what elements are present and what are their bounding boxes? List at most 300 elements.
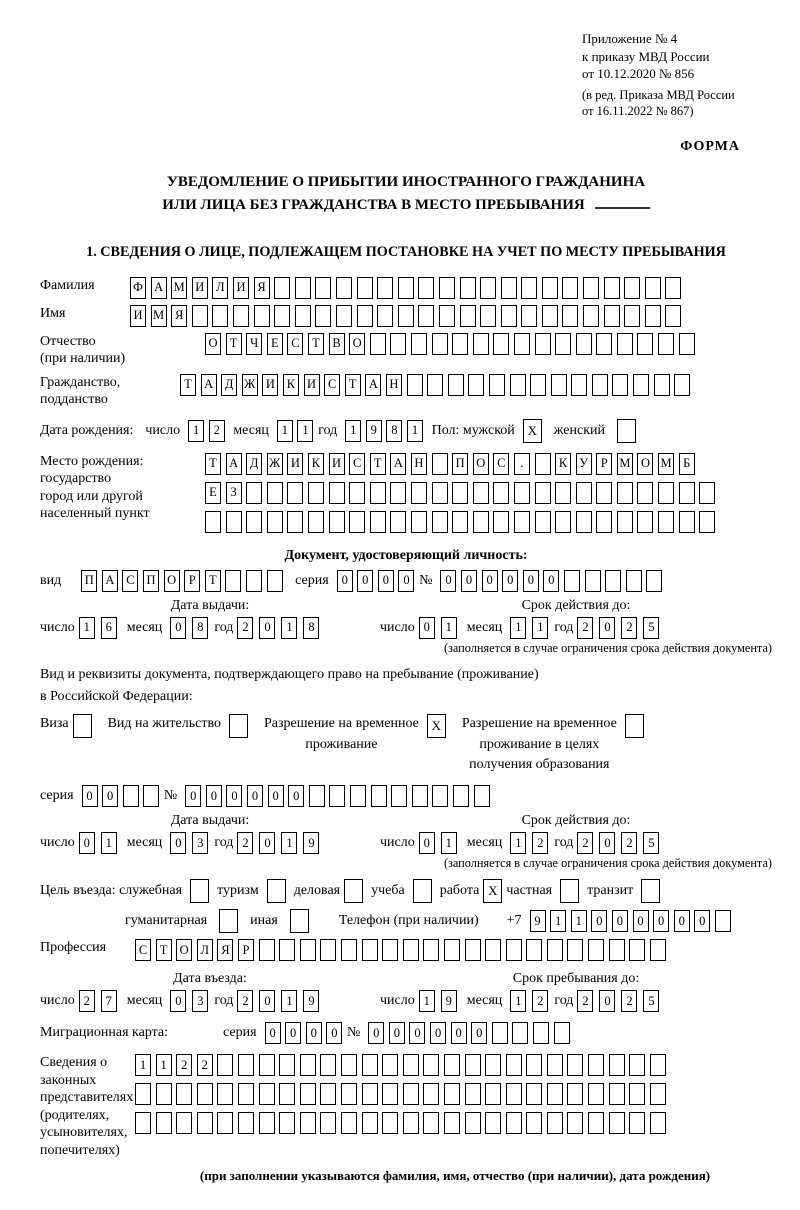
char-cell[interactable] bbox=[300, 1112, 316, 1134]
char-cell[interactable] bbox=[453, 785, 469, 807]
char-cell[interactable]: 1 bbox=[101, 832, 117, 854]
char-cell[interactable] bbox=[658, 511, 674, 533]
char-cell[interactable] bbox=[452, 511, 468, 533]
char-cell[interactable] bbox=[485, 939, 501, 961]
entry-month-cells[interactable] bbox=[170, 990, 214, 1012]
char-cell[interactable] bbox=[493, 482, 509, 504]
char-cell[interactable]: Ч bbox=[246, 333, 262, 355]
char-cell[interactable] bbox=[357, 305, 373, 327]
char-cell[interactable] bbox=[362, 1083, 378, 1105]
char-cell[interactable] bbox=[452, 482, 468, 504]
char-cell[interactable]: Т bbox=[226, 333, 242, 355]
char-cell[interactable]: И bbox=[287, 453, 303, 475]
char-cell[interactable] bbox=[274, 277, 290, 299]
char-cell[interactable] bbox=[609, 939, 625, 961]
stay-day-cells[interactable] bbox=[419, 990, 463, 1012]
checkbox-humanitarian[interactable] bbox=[219, 909, 238, 933]
char-cell[interactable] bbox=[521, 305, 537, 327]
char-cell[interactable] bbox=[609, 1112, 625, 1134]
char-cell[interactable] bbox=[617, 333, 633, 355]
char-cell[interactable] bbox=[320, 1112, 336, 1134]
char-cell[interactable]: П bbox=[143, 570, 159, 592]
char-cell[interactable]: К bbox=[308, 453, 324, 475]
char-cell[interactable]: Я bbox=[171, 305, 187, 327]
char-cell[interactable]: 2 bbox=[237, 832, 253, 854]
char-cell[interactable]: 0 bbox=[170, 990, 186, 1012]
char-cell[interactable] bbox=[679, 511, 695, 533]
char-cell[interactable] bbox=[521, 277, 537, 299]
char-cell[interactable] bbox=[679, 482, 695, 504]
char-cell[interactable] bbox=[526, 1083, 542, 1105]
identity-issue-year-cells[interactable] bbox=[237, 617, 325, 639]
char-cell[interactable] bbox=[501, 277, 517, 299]
char-cell[interactable]: 1 bbox=[550, 910, 566, 932]
char-cell[interactable]: 0 bbox=[306, 1022, 322, 1044]
char-cell[interactable] bbox=[439, 305, 455, 327]
char-cell[interactable]: 0 bbox=[591, 910, 607, 932]
char-cell[interactable] bbox=[412, 785, 428, 807]
char-cell[interactable]: 2 bbox=[532, 990, 548, 1012]
birth-year-cells[interactable] bbox=[345, 420, 427, 442]
char-cell[interactable]: 1 bbox=[441, 832, 457, 854]
char-cell[interactable]: 2 bbox=[209, 420, 225, 442]
char-cell[interactable]: 0 bbox=[170, 832, 186, 854]
char-cell[interactable]: А bbox=[226, 453, 242, 475]
char-cell[interactable] bbox=[370, 482, 386, 504]
entry-day-cells[interactable] bbox=[79, 990, 123, 1012]
char-cell[interactable] bbox=[315, 305, 331, 327]
char-cell[interactable]: 1 bbox=[297, 420, 313, 442]
char-cell[interactable] bbox=[390, 333, 406, 355]
char-cell[interactable] bbox=[135, 1083, 151, 1105]
checkbox-other[interactable] bbox=[290, 909, 309, 933]
char-cell[interactable] bbox=[287, 511, 303, 533]
char-cell[interactable] bbox=[624, 305, 640, 327]
char-cell[interactable] bbox=[465, 1054, 481, 1076]
char-cell[interactable] bbox=[465, 939, 481, 961]
char-cell[interactable]: 0 bbox=[326, 1022, 342, 1044]
char-cell[interactable] bbox=[320, 939, 336, 961]
residence-issue-month-cells[interactable] bbox=[170, 832, 214, 854]
char-cell[interactable]: 0 bbox=[409, 1022, 425, 1044]
identity-valid-year-cells[interactable] bbox=[577, 617, 665, 639]
char-cell[interactable]: 3 bbox=[192, 832, 208, 854]
char-cell[interactable] bbox=[295, 305, 311, 327]
char-cell[interactable] bbox=[238, 1112, 254, 1134]
char-cell[interactable] bbox=[123, 785, 139, 807]
char-cell[interactable] bbox=[465, 1083, 481, 1105]
stay-month-cells[interactable] bbox=[510, 990, 554, 1012]
checkbox-private[interactable] bbox=[560, 879, 579, 903]
char-cell[interactable] bbox=[526, 1112, 542, 1134]
char-cell[interactable] bbox=[564, 570, 580, 592]
char-cell[interactable]: Б bbox=[679, 453, 695, 475]
checkbox-official[interactable] bbox=[190, 879, 209, 903]
char-cell[interactable] bbox=[637, 482, 653, 504]
char-cell[interactable]: Н bbox=[386, 374, 402, 396]
char-cell[interactable]: К bbox=[283, 374, 299, 396]
char-cell[interactable]: 2 bbox=[237, 617, 253, 639]
char-cell[interactable] bbox=[329, 785, 345, 807]
char-cell[interactable]: 2 bbox=[532, 832, 548, 854]
char-cell[interactable] bbox=[362, 1054, 378, 1076]
char-cell[interactable]: 1 bbox=[532, 617, 548, 639]
char-cell[interactable]: 0 bbox=[247, 785, 263, 807]
char-cell[interactable] bbox=[423, 1083, 439, 1105]
char-cell[interactable]: 1 bbox=[277, 420, 293, 442]
char-cell[interactable]: Д bbox=[221, 374, 237, 396]
char-cell[interactable] bbox=[624, 277, 640, 299]
char-cell[interactable] bbox=[562, 305, 578, 327]
char-cell[interactable] bbox=[654, 374, 670, 396]
char-cell[interactable]: 9 bbox=[303, 832, 319, 854]
char-cell[interactable] bbox=[259, 1112, 275, 1134]
char-cell[interactable] bbox=[468, 374, 484, 396]
char-cell[interactable]: Е bbox=[267, 333, 283, 355]
residence-issue-year-cells[interactable] bbox=[237, 832, 325, 854]
char-cell[interactable] bbox=[259, 1054, 275, 1076]
char-cell[interactable] bbox=[596, 482, 612, 504]
char-cell[interactable] bbox=[567, 939, 583, 961]
char-cell[interactable] bbox=[629, 939, 645, 961]
birth-day-cells[interactable] bbox=[188, 420, 229, 442]
char-cell[interactable] bbox=[370, 511, 386, 533]
char-cell[interactable] bbox=[571, 374, 587, 396]
char-cell[interactable]: Т bbox=[370, 453, 386, 475]
char-cell[interactable] bbox=[135, 1112, 151, 1134]
char-cell[interactable] bbox=[460, 305, 476, 327]
char-cell[interactable] bbox=[382, 1054, 398, 1076]
char-cell[interactable]: 8 bbox=[192, 617, 208, 639]
char-cell[interactable]: П bbox=[81, 570, 97, 592]
char-cell[interactable]: 0 bbox=[451, 1022, 467, 1044]
char-cell[interactable] bbox=[604, 305, 620, 327]
representatives-row2[interactable] bbox=[135, 1083, 775, 1105]
char-cell[interactable] bbox=[506, 939, 522, 961]
checkbox-male[interactable]: X bbox=[523, 419, 542, 443]
char-cell[interactable] bbox=[551, 374, 567, 396]
char-cell[interactable] bbox=[547, 1083, 563, 1105]
char-cell[interactable] bbox=[506, 1112, 522, 1134]
char-cell[interactable]: И bbox=[233, 277, 249, 299]
stay-year-cells[interactable] bbox=[577, 990, 665, 1012]
char-cell[interactable] bbox=[588, 1083, 604, 1105]
char-cell[interactable] bbox=[492, 1022, 508, 1044]
char-cell[interactable]: 0 bbox=[419, 617, 435, 639]
char-cell[interactable]: 0 bbox=[543, 570, 559, 592]
char-cell[interactable]: 0 bbox=[398, 570, 414, 592]
char-cell[interactable] bbox=[411, 333, 427, 355]
char-cell[interactable] bbox=[665, 277, 681, 299]
char-cell[interactable] bbox=[382, 1083, 398, 1105]
char-cell[interactable]: 0 bbox=[523, 570, 539, 592]
char-cell[interactable] bbox=[588, 939, 604, 961]
char-cell[interactable]: 0 bbox=[430, 1022, 446, 1044]
char-cell[interactable]: И bbox=[130, 305, 146, 327]
char-cell[interactable]: 0 bbox=[170, 617, 186, 639]
char-cell[interactable] bbox=[555, 511, 571, 533]
char-cell[interactable] bbox=[308, 482, 324, 504]
char-cell[interactable] bbox=[357, 277, 373, 299]
char-cell[interactable] bbox=[512, 1022, 528, 1044]
char-cell[interactable] bbox=[555, 333, 571, 355]
char-cell[interactable] bbox=[542, 277, 558, 299]
char-cell[interactable] bbox=[391, 785, 407, 807]
char-cell[interactable]: В bbox=[329, 333, 345, 355]
char-cell[interactable]: 0 bbox=[337, 570, 353, 592]
char-cell[interactable] bbox=[197, 1112, 213, 1134]
char-cell[interactable] bbox=[370, 333, 386, 355]
char-cell[interactable]: 1 bbox=[188, 420, 204, 442]
char-cell[interactable] bbox=[349, 482, 365, 504]
char-cell[interactable] bbox=[699, 511, 715, 533]
char-cell[interactable]: Т bbox=[345, 374, 361, 396]
entry-year-cells[interactable] bbox=[237, 990, 325, 1012]
char-cell[interactable]: М bbox=[617, 453, 633, 475]
char-cell[interactable]: 1 bbox=[571, 910, 587, 932]
char-cell[interactable] bbox=[418, 277, 434, 299]
char-cell[interactable]: 2 bbox=[577, 832, 593, 854]
char-cell[interactable] bbox=[617, 511, 633, 533]
char-cell[interactable]: Я bbox=[217, 939, 233, 961]
char-cell[interactable]: 2 bbox=[621, 990, 637, 1012]
char-cell[interactable] bbox=[362, 1112, 378, 1134]
char-cell[interactable] bbox=[267, 511, 283, 533]
char-cell[interactable] bbox=[279, 1083, 295, 1105]
char-cell[interactable] bbox=[514, 482, 530, 504]
char-cell[interactable]: Р bbox=[238, 939, 254, 961]
char-cell[interactable] bbox=[637, 333, 653, 355]
citizenship-cells[interactable] bbox=[180, 374, 695, 396]
char-cell[interactable] bbox=[238, 1054, 254, 1076]
char-cell[interactable] bbox=[432, 453, 448, 475]
migration-number-cells[interactable] bbox=[368, 1022, 574, 1044]
char-cell[interactable] bbox=[246, 511, 262, 533]
checkbox-residence-permit[interactable] bbox=[229, 714, 248, 738]
char-cell[interactable] bbox=[233, 305, 249, 327]
char-cell[interactable]: Т bbox=[180, 374, 196, 396]
char-cell[interactable] bbox=[629, 1054, 645, 1076]
char-cell[interactable] bbox=[444, 1112, 460, 1134]
char-cell[interactable] bbox=[341, 939, 357, 961]
char-cell[interactable] bbox=[699, 482, 715, 504]
checkbox-study[interactable] bbox=[413, 879, 432, 903]
char-cell[interactable] bbox=[432, 482, 448, 504]
char-cell[interactable]: О bbox=[164, 570, 180, 592]
char-cell[interactable] bbox=[485, 1054, 501, 1076]
char-cell[interactable] bbox=[246, 570, 262, 592]
char-cell[interactable]: 0 bbox=[82, 785, 98, 807]
char-cell[interactable] bbox=[418, 305, 434, 327]
char-cell[interactable] bbox=[596, 333, 612, 355]
char-cell[interactable] bbox=[411, 511, 427, 533]
char-cell[interactable]: У bbox=[576, 453, 592, 475]
char-cell[interactable] bbox=[588, 1054, 604, 1076]
char-cell[interactable]: 2 bbox=[79, 990, 95, 1012]
char-cell[interactable] bbox=[535, 511, 551, 533]
char-cell[interactable] bbox=[637, 511, 653, 533]
char-cell[interactable] bbox=[567, 1112, 583, 1134]
char-cell[interactable]: 1 bbox=[407, 420, 423, 442]
char-cell[interactable] bbox=[362, 939, 378, 961]
char-cell[interactable]: И bbox=[192, 277, 208, 299]
birth-month-cells[interactable] bbox=[277, 420, 318, 442]
char-cell[interactable] bbox=[576, 511, 592, 533]
char-cell[interactable]: 0 bbox=[259, 990, 275, 1012]
char-cell[interactable] bbox=[514, 333, 530, 355]
char-cell[interactable] bbox=[583, 305, 599, 327]
char-cell[interactable]: 0 bbox=[389, 1022, 405, 1044]
char-cell[interactable] bbox=[576, 333, 592, 355]
char-cell[interactable]: 0 bbox=[259, 832, 275, 854]
char-cell[interactable] bbox=[547, 1054, 563, 1076]
char-cell[interactable] bbox=[629, 1083, 645, 1105]
char-cell[interactable] bbox=[452, 333, 468, 355]
char-cell[interactable]: А bbox=[151, 277, 167, 299]
char-cell[interactable] bbox=[596, 511, 612, 533]
char-cell[interactable]: 0 bbox=[368, 1022, 384, 1044]
char-cell[interactable] bbox=[554, 1022, 570, 1044]
char-cell[interactable]: 1 bbox=[281, 617, 297, 639]
char-cell[interactable]: 1 bbox=[281, 990, 297, 1012]
char-cell[interactable] bbox=[382, 1112, 398, 1134]
doc-number-cells[interactable] bbox=[440, 570, 667, 592]
char-cell[interactable]: Н bbox=[411, 453, 427, 475]
char-cell[interactable]: Р bbox=[596, 453, 612, 475]
char-cell[interactable]: 1 bbox=[156, 1054, 172, 1076]
char-cell[interactable] bbox=[176, 1112, 192, 1134]
char-cell[interactable]: Т bbox=[156, 939, 172, 961]
char-cell[interactable] bbox=[674, 374, 690, 396]
char-cell[interactable] bbox=[315, 277, 331, 299]
char-cell[interactable]: 1 bbox=[135, 1054, 151, 1076]
checkbox-business[interactable] bbox=[344, 879, 363, 903]
char-cell[interactable] bbox=[480, 277, 496, 299]
char-cell[interactable] bbox=[526, 939, 542, 961]
char-cell[interactable] bbox=[510, 374, 526, 396]
representatives-row1[interactable] bbox=[135, 1054, 775, 1076]
char-cell[interactable] bbox=[390, 482, 406, 504]
char-cell[interactable]: 9 bbox=[530, 910, 546, 932]
char-cell[interactable]: Ф bbox=[130, 277, 146, 299]
identity-issue-month-cells[interactable] bbox=[170, 617, 214, 639]
char-cell[interactable] bbox=[274, 305, 290, 327]
char-cell[interactable] bbox=[588, 1112, 604, 1134]
char-cell[interactable]: А bbox=[102, 570, 118, 592]
char-cell[interactable] bbox=[650, 939, 666, 961]
char-cell[interactable]: 2 bbox=[621, 832, 637, 854]
char-cell[interactable] bbox=[267, 570, 283, 592]
char-cell[interactable]: Д bbox=[246, 453, 262, 475]
char-cell[interactable] bbox=[300, 1054, 316, 1076]
char-cell[interactable] bbox=[530, 374, 546, 396]
char-cell[interactable]: 7 bbox=[101, 990, 117, 1012]
char-cell[interactable] bbox=[156, 1112, 172, 1134]
char-cell[interactable] bbox=[403, 1112, 419, 1134]
char-cell[interactable] bbox=[489, 374, 505, 396]
char-cell[interactable] bbox=[658, 333, 674, 355]
char-cell[interactable]: 0 bbox=[419, 832, 435, 854]
char-cell[interactable]: 1 bbox=[345, 420, 361, 442]
char-cell[interactable] bbox=[465, 1112, 481, 1134]
char-cell[interactable]: 2 bbox=[577, 990, 593, 1012]
char-cell[interactable] bbox=[350, 785, 366, 807]
char-cell[interactable] bbox=[192, 305, 208, 327]
char-cell[interactable] bbox=[423, 1054, 439, 1076]
char-cell[interactable]: О bbox=[349, 333, 365, 355]
char-cell[interactable] bbox=[329, 511, 345, 533]
char-cell[interactable]: 9 bbox=[303, 990, 319, 1012]
firstname-cells[interactable] bbox=[130, 305, 686, 327]
checkbox-transit[interactable] bbox=[641, 879, 660, 903]
char-cell[interactable]: 0 bbox=[185, 785, 201, 807]
char-cell[interactable] bbox=[295, 277, 311, 299]
char-cell[interactable] bbox=[349, 511, 365, 533]
char-cell[interactable] bbox=[460, 277, 476, 299]
char-cell[interactable]: 0 bbox=[599, 990, 615, 1012]
char-cell[interactable]: Л bbox=[197, 939, 213, 961]
profession-cells[interactable] bbox=[135, 939, 670, 961]
checkbox-temp-residence-education[interactable] bbox=[625, 714, 644, 738]
char-cell[interactable] bbox=[629, 1112, 645, 1134]
char-cell[interactable] bbox=[205, 511, 221, 533]
char-cell[interactable] bbox=[576, 482, 592, 504]
char-cell[interactable]: 0 bbox=[440, 570, 456, 592]
char-cell[interactable] bbox=[439, 277, 455, 299]
char-cell[interactable] bbox=[604, 277, 620, 299]
char-cell[interactable] bbox=[665, 305, 681, 327]
residence-valid-month-cells[interactable] bbox=[510, 832, 554, 854]
char-cell[interactable] bbox=[226, 511, 242, 533]
char-cell[interactable] bbox=[444, 1083, 460, 1105]
surname-cells[interactable] bbox=[130, 277, 686, 299]
char-cell[interactable]: 0 bbox=[482, 570, 498, 592]
char-cell[interactable] bbox=[267, 482, 283, 504]
char-cell[interactable] bbox=[493, 511, 509, 533]
char-cell[interactable]: 8 bbox=[386, 420, 402, 442]
char-cell[interactable] bbox=[336, 305, 352, 327]
char-cell[interactable] bbox=[535, 333, 551, 355]
char-cell[interactable]: 5 bbox=[643, 832, 659, 854]
char-cell[interactable] bbox=[212, 305, 228, 327]
residence-issue-day-cells[interactable] bbox=[79, 832, 123, 854]
char-cell[interactable] bbox=[398, 305, 414, 327]
char-cell[interactable]: 5 bbox=[643, 617, 659, 639]
residence-series-cells[interactable] bbox=[82, 785, 164, 807]
char-cell[interactable]: 0 bbox=[599, 617, 615, 639]
char-cell[interactable] bbox=[143, 785, 159, 807]
char-cell[interactable]: И bbox=[304, 374, 320, 396]
char-cell[interactable] bbox=[403, 939, 419, 961]
char-cell[interactable] bbox=[567, 1083, 583, 1105]
char-cell[interactable] bbox=[585, 570, 601, 592]
char-cell[interactable]: 1 bbox=[510, 832, 526, 854]
char-cell[interactable] bbox=[480, 305, 496, 327]
char-cell[interactable]: 1 bbox=[510, 990, 526, 1012]
char-cell[interactable]: С bbox=[324, 374, 340, 396]
char-cell[interactable]: 0 bbox=[502, 570, 518, 592]
char-cell[interactable]: 1 bbox=[419, 990, 435, 1012]
migration-series-cells[interactable] bbox=[265, 1022, 347, 1044]
char-cell[interactable] bbox=[217, 1054, 233, 1076]
char-cell[interactable]: Я bbox=[254, 277, 270, 299]
char-cell[interactable] bbox=[650, 1112, 666, 1134]
char-cell[interactable]: 6 bbox=[101, 617, 117, 639]
char-cell[interactable]: 2 bbox=[577, 617, 593, 639]
char-cell[interactable]: С bbox=[287, 333, 303, 355]
char-cell[interactable]: 3 bbox=[192, 990, 208, 1012]
residence-valid-year-cells[interactable] bbox=[577, 832, 665, 854]
